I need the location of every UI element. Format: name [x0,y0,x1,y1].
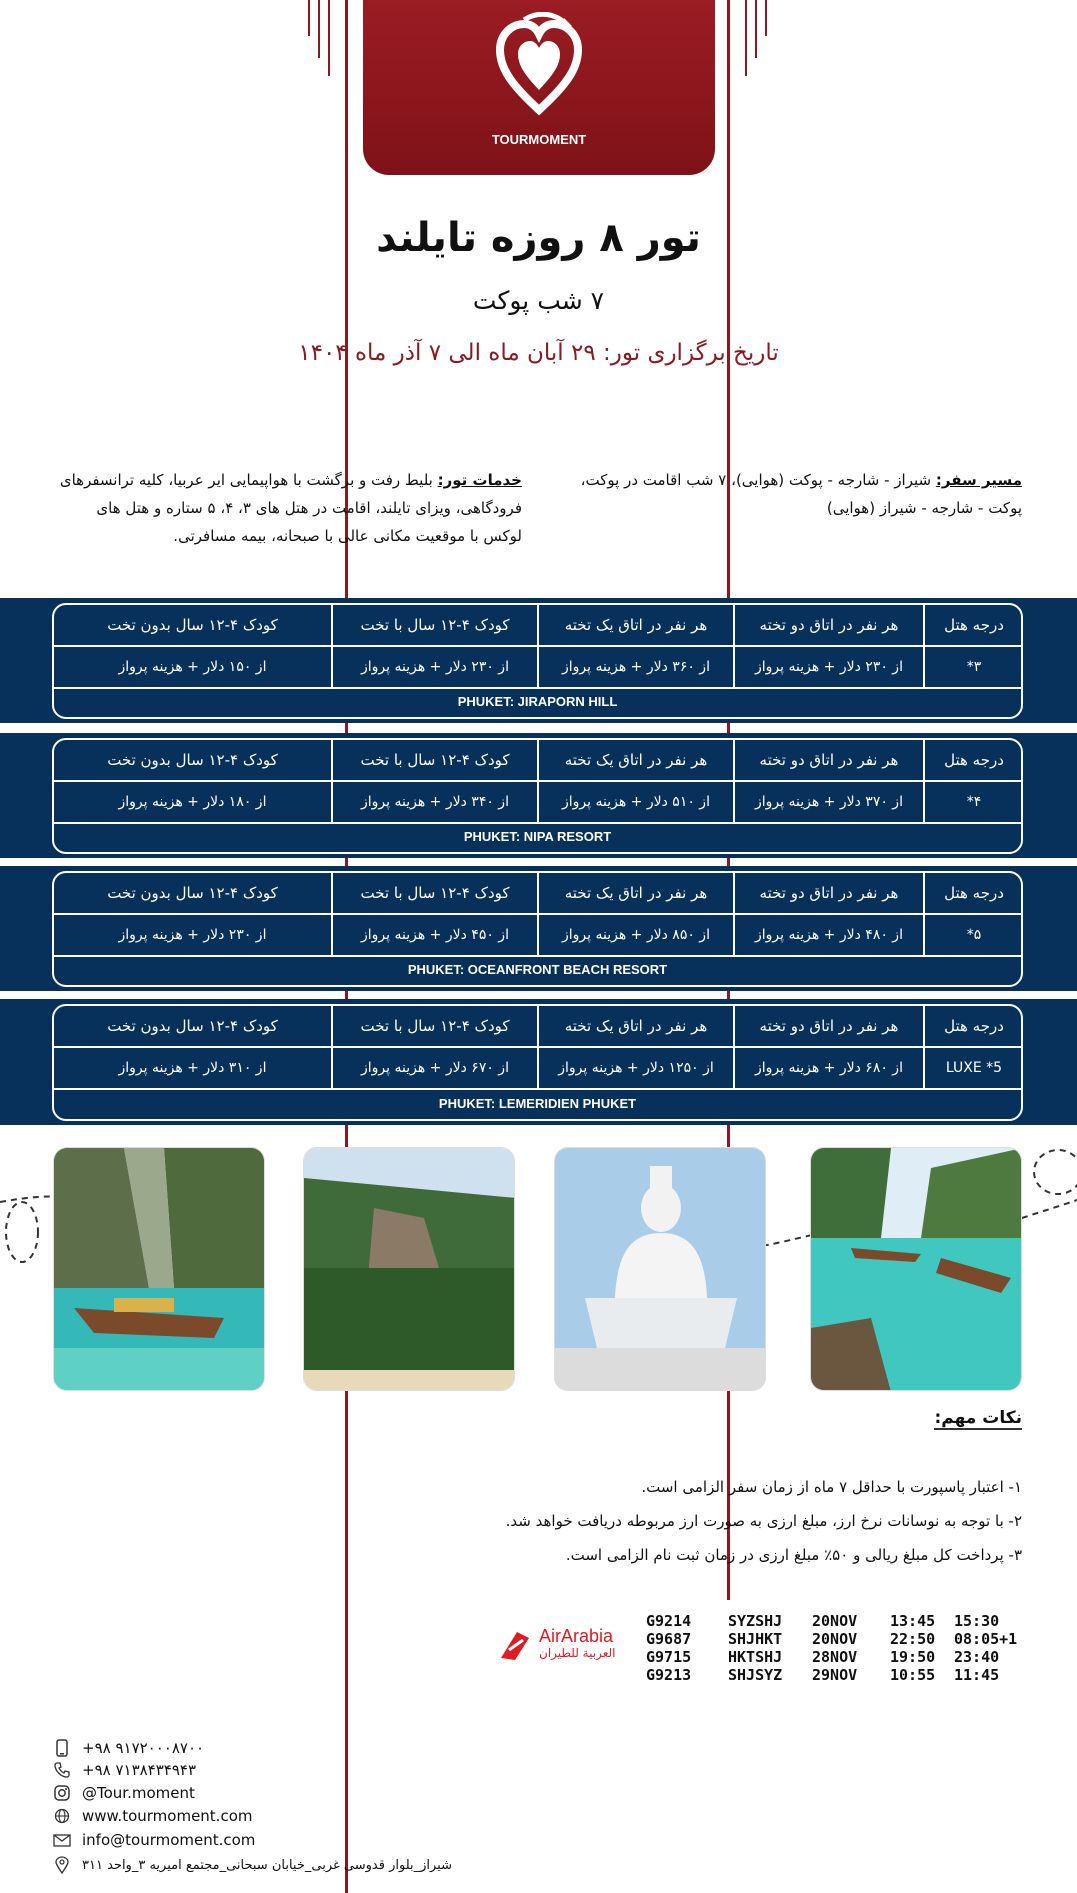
route-info [560,466,1022,522]
price-cell: از ۵۱۰ دلار + هزینه پرواز [537,782,733,824]
notes-list [462,1470,1022,1572]
table-header-cell: هر نفر در اتاق یک تخته [537,605,733,647]
price-table-card [52,603,1023,719]
contact-mobile [52,1738,204,1758]
hang-line [308,0,310,36]
page-subtitle: ۷ شب پوکت [472,286,605,315]
flight-arr: 08:05+1 [954,1630,1018,1648]
table-header-cell: هر نفر در اتاق دو تخته [733,605,923,647]
logo-header [363,0,715,175]
website-link[interactable]: www.tourmoment.com [82,1807,253,1825]
flight-no: G9715 [646,1648,692,1666]
flight-no: G9213 [646,1666,692,1684]
flight-schedule [646,1612,1034,1684]
contact-instagram [52,1783,195,1803]
hang-line [755,0,757,58]
table-header-cell: هر نفر در اتاق دو تخته [733,740,923,782]
flight-row [646,1666,1034,1684]
price-table-card [52,1004,1023,1121]
flight-date: 20NOV [812,1630,858,1648]
hang-line [318,0,320,58]
price-table-card [52,871,1023,987]
price-cell: ۵* [923,915,1023,957]
location-pin-icon [52,1855,72,1875]
flight-row [646,1630,1034,1648]
notes-title: نکات مهم: [934,1408,1022,1428]
price-cell: از ۲۳۰ دلار + هزینه پرواز [733,647,923,689]
airline-name: AirArabia [539,1626,614,1646]
flight-date: 29NOV [812,1666,858,1684]
price-cell: از ۱۲۵۰ دلار + هزینه پرواز [537,1048,733,1090]
flight-row [646,1648,1034,1666]
flight-route: SHJSYZ [728,1666,783,1684]
note-item: ۱- اعتبار پاسپورت با حداقل ۷ ماه از زمان سفر الزامی است. [641,1478,1022,1496]
price-cell: از ۴۵۰ دلار + هزینه پرواز [331,915,537,957]
table-header-cell: درجه هتل [923,740,1023,782]
hang-line [328,0,330,76]
flight-arr: 23:40 [954,1648,1000,1666]
flight-no: G9687 [646,1630,692,1648]
hang-line [765,0,767,36]
price-cell: از ۲۳۰ دلار + هزینه پرواز [331,647,537,689]
price-table [54,740,1023,824]
services-info [55,466,522,550]
price-cell: از ۳۱۰ دلار + هزینه پرواز [54,1048,331,1090]
table-header-cell: درجه هتل [923,873,1023,915]
page-title: تور ۸ روزه تایلند [376,215,701,261]
flight-route: SHJHKT [728,1630,783,1648]
flight-no: G9214 [646,1612,692,1630]
flight-date: 28NOV [812,1648,858,1666]
address-text: شیراز_بلوار قدوسی غربی_خیابان سبحانی_مجتمع امیریه ۳_واحد ۳۱۱ [82,1857,453,1873]
photo-rocky-beach [303,1147,515,1391]
phone-icon [52,1760,72,1780]
hotel-name: PHUKET: LEMERIDIEN PHUKET [438,1096,637,1111]
price-cell: از ۱۸۰ دلار + هزینه پرواز [54,782,331,824]
price-cell: از ۳۷۰ دلار + هزینه پرواز [733,782,923,824]
tour-dates: تاریخ برگزاری تور: ۲۹ آبان ماه الی ۷ آذر ماه ۱۴۰۴ [298,340,779,366]
note-item: ۳- پرداخت کل مبلغ ریالی و ۵۰٪ مبلغ ارزی در زمان ثبت نام الزامی است. [565,1546,1022,1564]
price-cell: 5* LUXE [923,1048,1023,1090]
airline-name-arabic: العربية للطيران [539,1646,616,1660]
instagram-handle[interactable]: @Tour.moment [82,1784,195,1802]
contact-phone [52,1760,196,1780]
globe-icon [52,1806,72,1826]
photo-big-buddha [554,1147,766,1391]
price-cell: ۴* [923,782,1023,824]
table-header-cell: درجه هتل [923,605,1023,647]
contact-address [52,1855,452,1875]
flight-dep: 13:45 [890,1612,936,1630]
flight-dep: 19:50 [890,1648,936,1666]
table-header-cell: کودک ۴-۱۲ سال بدون تخت [54,1006,331,1048]
table-header-cell: درجه هتل [923,1006,1023,1048]
services-label: خدمات تور: [437,471,522,489]
contact-email [52,1830,255,1850]
photo-longtail-boat [53,1147,265,1391]
mobile-number[interactable]: +۹۸ ۹۱۷۲۰۰۰۸۷۰۰ [82,1739,205,1757]
flight-dep: 10:55 [890,1666,936,1684]
table-header-cell: کودک ۴-۱۲ سال با تخت [331,740,537,782]
flight-row [646,1612,1034,1630]
airline-tail-icon [497,1628,533,1664]
mail-icon [52,1830,72,1850]
price-table [54,1006,1023,1090]
table-header-cell: کودک ۴-۱۲ سال با تخت [331,873,537,915]
flight-route: SYZSHJ [728,1612,783,1630]
price-cell: از ۶۸۰ دلار + هزینه پرواز [733,1048,923,1090]
services-text: بلیط رفت و برگشت با هواپیمایی ایر عربیا، کلیه ترانسفرهای فرودگاهی، ویزای تایلند، اقامت در هتل های ۳، ۴، ۵ ستاره و هتل های لوکس با موقعیت مکانی عالی با صبحانه، بیمه مسافرتی. [59,471,522,545]
route-label: مسیر سفر: [935,471,1022,489]
table-header-cell: هر نفر در اتاق یک تخته [537,873,733,915]
table-header-cell: کودک ۴-۱۲ سال با تخت [331,1006,537,1048]
photo-lagoon-boats [810,1147,1022,1391]
hang-line [745,0,747,76]
table-header-cell: کودک ۴-۱۲ سال با تخت [331,605,537,647]
price-cell: از ۴۸۰ دلار + هزینه پرواز [733,915,923,957]
table-header-cell: کودک ۴-۱۲ سال بدون تخت [54,605,331,647]
route-text: شیراز - شارجه - پوکت (هوایی)، ۷ شب اقامت در پوکت، پوکت - شارجه - شیراز (هوایی) [580,471,1022,517]
email-link[interactable]: info@tourmoment.com [82,1831,256,1849]
instagram-icon [52,1783,72,1803]
price-cell: از ۳۴۰ دلار + هزینه پرواز [331,782,537,824]
price-cell: ۳* [923,647,1023,689]
heart-logo-icon [494,12,584,122]
table-header-cell: کودک ۴-۱۲ سال بدون تخت [54,740,331,782]
price-cell: از ۳۶۰ دلار + هزینه پرواز [537,647,733,689]
price-table [54,605,1023,689]
table-header-cell: هر نفر در اتاق یک تخته [537,740,733,782]
flight-route: HKTSHJ [728,1648,783,1666]
flight-arr: 15:30 [954,1612,1000,1630]
hotel-name: PHUKET: JIRAPORN HILL [457,694,618,709]
flight-arr: 11:45 [954,1666,1000,1684]
contact-website [52,1806,253,1826]
price-cell: از ۸۵۰ دلار + هزینه پرواز [537,915,733,957]
price-cell: از ۲۳۰ دلار + هزینه پرواز [54,915,331,957]
flight-date: 20NOV [812,1612,858,1630]
flight-dep: 22:50 [890,1630,936,1648]
hotel-name: PHUKET: NIPA RESORT [463,829,612,844]
brand-name: TOURMOMENT [491,132,587,147]
price-cell: از ۶۷۰ دلار + هزینه پرواز [331,1048,537,1090]
phone-number[interactable]: +۹۸ ۷۱۳۸۴۳۴۹۴۳ [82,1761,197,1779]
note-item: ۲- با توجه به نوسانات نرخ ارز، مبلغ ارزی به صورت ارز مربوطه دریافت خواهد شد. [505,1512,1022,1530]
price-table-card [52,738,1023,854]
table-header-cell: هر نفر در اتاق دو تخته [733,1006,923,1048]
table-header-cell: کودک ۴-۱۲ سال بدون تخت [54,873,331,915]
price-cell: از ۱۵۰ دلار + هزینه پرواز [54,647,331,689]
table-header-cell: هر نفر در اتاق یک تخته [537,1006,733,1048]
price-table [54,873,1023,957]
mobile-icon [52,1738,72,1758]
table-header-cell: هر نفر در اتاق دو تخته [733,873,923,915]
hotel-name: PHUKET: OCEANFRONT BEACH RESORT [407,962,668,977]
